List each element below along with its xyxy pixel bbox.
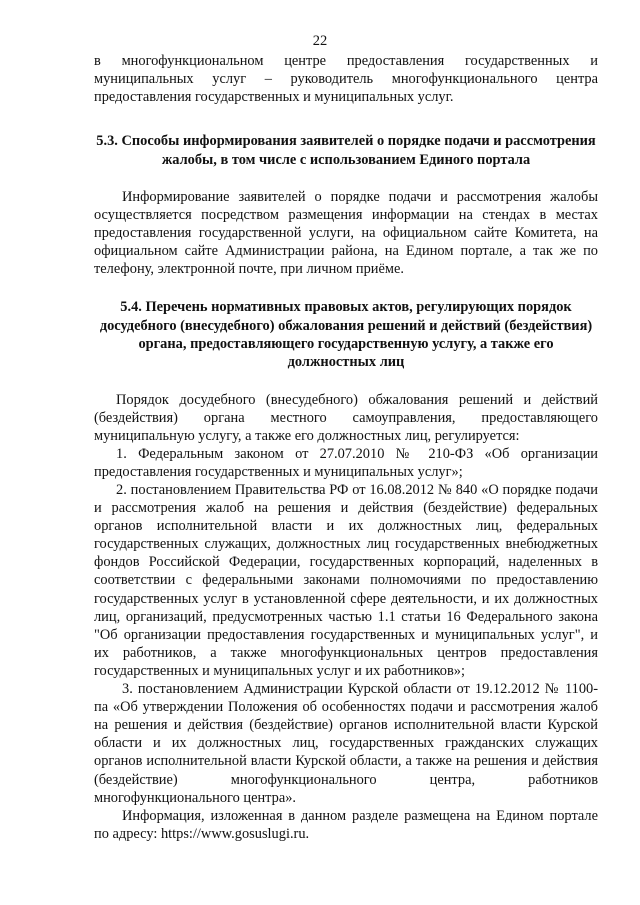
legal-act-item-3: 3. постановлением Администрации Курской области от 19.12.2012 № 1100-па «Об утверждении Положения об особенностях подачи и рассмотрения жалоб на решения и действия (бездействие) органов исполнительной власти Курской области и их должностных лиц, государственных гражданских служащих органов исполнительной власти Курской области, а также на решения и действия (бездействие) многофункционального центра, работников многофункционального центра». [94, 681, 598, 806]
page-number: 22 [312, 33, 328, 49]
legal-act-item-1: 1. Федеральным законом от 27.07.2010 № 210-ФЗ «Об организации предоставления государственных и муниципальных услуг»; [94, 445, 598, 480]
intro-paragraph: в многофункциональном центре предоставления государственных и муниципальных услуг – руководитель многофункционального центра предоставления государственных и муниципальных услуг. [94, 53, 598, 106]
section-5-3-heading: 5.3. Способы информирования заявителей о порядке подачи и рассмотрения жалобы, в том числе с использованием Единого портала [96, 133, 596, 168]
section-5-3-paragraph: Информирование заявителей о порядке подачи и рассмотрения жалобы осуществляется посредством размещения информации на стендах в местах предоставления государственной услуги, на официальном сайте Комитета, на официальном сайте Администрации района, на Едином портале, а так же по телефону, электронной почте, при личном приёме. [94, 188, 598, 278]
section-5-4-heading: 5.4. Перечень нормативных правовых актов, регулирующих порядок досудебного (внесудебного) обжалования решений и действий (бездействия) органа, предоставляющего государственную услугу, а также его должностных лиц [99, 299, 593, 371]
closing-paragraph: Информация, изложенная в данном разделе размещена на Едином портале по адресу: https://www.gosuslugi.ru. [94, 807, 598, 842]
document-body [94, 52, 598, 843]
legal-act-item-2: 2. постановлением Правительства РФ от 16.08.2012 № 840 «О порядке подачи и рассмотрения жалоб на решения и действия (бездействие) федеральных органов исполнительной власти и их должностных лиц, федеральных государственных служащих, должностных лиц государственных внебюджетных фондов Российской Федерации, государственных корпораций, наделенных в соответствии с федеральными законами полномочиями по предоставлению государственных услуг в установленной сфере деятельности, и их должностных лиц, организаций, предусмотренных частью 1.1 статьи 16 Федерального закона "Об организации предоставления государственных и муниципальных услуг", и их работников, а также многофункциональных центров предоставления государственных и муниципальных услуг и их работников»; [94, 482, 598, 679]
section-5-4-lead-paragraph: Порядок досудебного (внесудебного) обжалования решений и действий (бездействия) органа местного самоуправления, предоставляющего муниципальную услугу, а также его должностных лиц, регулируется: [94, 391, 598, 444]
